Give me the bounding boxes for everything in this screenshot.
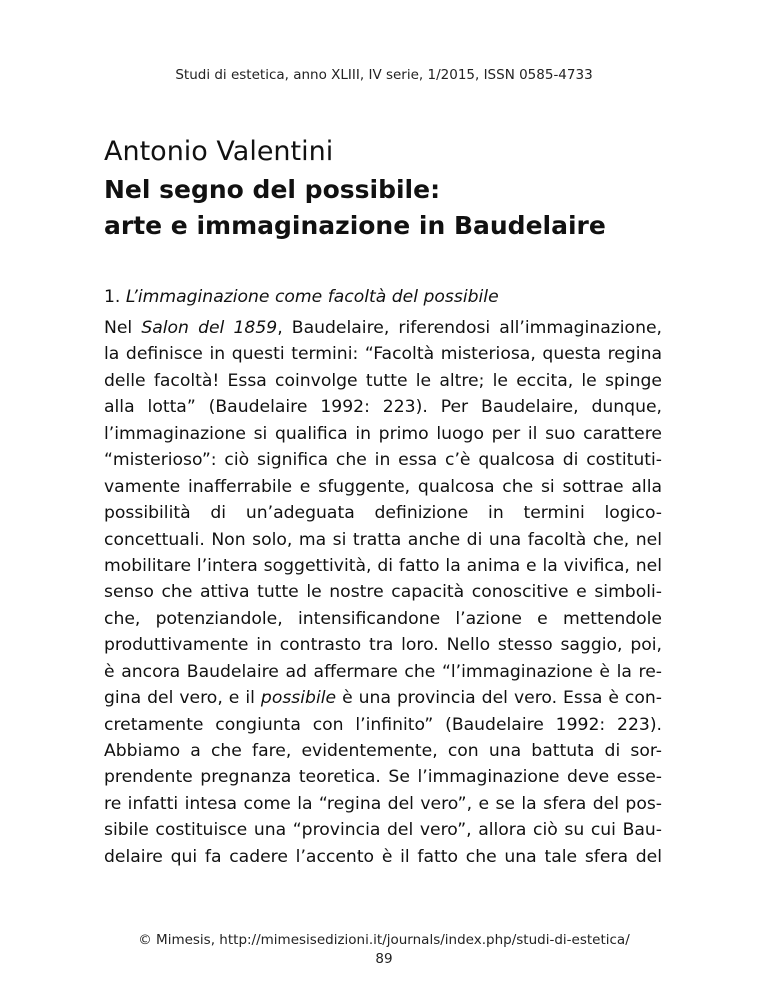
body-line: “misterioso”: ciò significa che in essa c’è qualcosa di costituti- [104,450,662,471]
body-line: possibilità di un’adeguata definizione in termini logico- [104,503,662,524]
body-line: è ancora Baudelaire ad affermare che “l’immaginazione è la re- [104,661,662,682]
copyright-line: © Mimesis, http://mimesisedizioni.it/journals/index.php/studi-di-estetica/ [138,932,630,948]
body-line: produttivamente in contrasto tra loro. Nello stesso saggio, poi, [104,635,662,656]
author-name: Antonio Valentini [104,136,334,167]
title-line-1: Nel segno del possibile: [104,175,441,204]
body-line: mobilitare l’intera soggettività, di fatto la anima e la vivifica, nel [104,555,662,576]
body-paragraph [104,315,662,870]
body-line: l’immaginazione si qualifica in primo luogo per il suo carattere [104,423,662,444]
body-line: delle facoltà! Essa coinvolge tutte le altre; le eccita, le spinge [104,370,662,391]
body-line: senso che attiva tutte le nostre capacità conoscitive e simboli- [104,582,662,603]
body-line: che, potenziandole, intensificandone l’azione e mettendole [104,608,662,629]
body-line: gina del vero, e il possibile è una provincia del vero. Essa è con- [104,688,662,709]
body-line: la definisce in questi termini: “Facoltà misteriosa, questa regina [104,344,662,365]
body-line: sibile costituisce una “provincia del vero”, allora ciò su cui Bau- [104,820,662,841]
page-number: 89 [375,951,393,967]
section-number: 1. [104,287,121,307]
running-head: Studi di estetica, anno XLIII, IV serie, 1/2015, ISSN 0585-4733 [175,67,593,83]
body-line: Nel Salon del 1859, Baudelaire, riferendosi all’immaginazione, [104,318,663,338]
page-footer [0,931,768,969]
body-line: vamente inafferrabile e sfuggente, qualcosa che si sottrae alla [104,476,662,497]
body-line: delaire qui fa cadere l’accento è il fatto che una tale sfera del [104,846,662,867]
section-heading [104,287,499,307]
body-line: prendente pregnanza teoretica. Se l’immaginazione deve esse- [104,767,662,788]
title-line-2: arte e immaginazione in Baudelaire [104,211,606,240]
body-line: concettuali. Non solo, ma si tratta anche di una facoltà che, nel [104,529,662,550]
body-line: cretamente congiunta con l’infinito” (Baudelaire 1992: 223). [104,714,662,735]
section-title: L’immaginazione come facoltà del possibile [125,287,499,307]
body-line: alla lotta” (Baudelaire 1992: 223). Per Baudelaire, dunque, [104,397,662,418]
article-title [104,172,606,244]
body-line: re infatti intesa come la “regina del vero”, e se la sfera del pos- [104,793,662,814]
body-line: Abbiamo a che fare, evidentemente, con una battuta di sor- [104,741,662,761]
